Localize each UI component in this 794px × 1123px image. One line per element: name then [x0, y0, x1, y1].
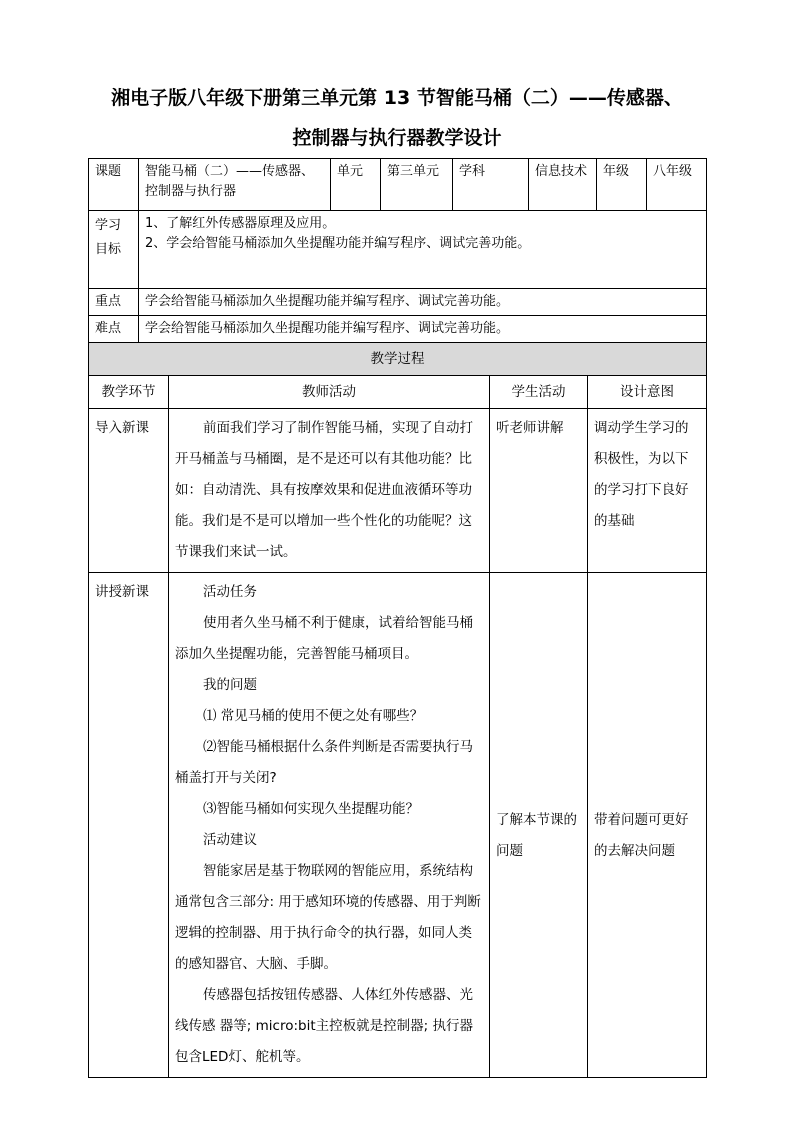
task-text: 使用者久坐马桶不利于健康，试着给智能马桶添加久坐提醒功能，完善智能马桶项目。 [175, 615, 473, 662]
task-title: 活动任务 [203, 584, 257, 600]
header-teacher: 教师活动 [169, 376, 490, 409]
subject-value: 信息技术 [529, 159, 597, 211]
lecture-stage: 讲授新课 [89, 573, 169, 1078]
unit-label: 单元 [331, 159, 381, 211]
lecture-intent [588, 573, 707, 1078]
unit-value: 第三单元 [381, 159, 453, 211]
spacer [496, 577, 581, 805]
grade-label: 年级 [597, 159, 647, 211]
intro-teacher [169, 409, 490, 573]
teaching-process-table [88, 342, 707, 1078]
advice-text-1: 智能家居是基于物联网的智能应用，系统结构通常包含三部分: 用于感知环境的传感器、用于判断逻辑的控制器、用于执行命令的执行器，如同人类的感知器官、大脑、手脚。 [175, 863, 481, 972]
goals-label [89, 211, 139, 289]
goals-label-text: 学习目标 [95, 218, 122, 257]
lecture-student [490, 573, 588, 1078]
key-value: 学会给智能马桶添加久坐提醒功能并编写程序、调试完善功能。 [139, 289, 707, 316]
document-title-line-2: 控制器与执行器教学设计 [292, 127, 502, 149]
section-title: 教学过程 [89, 343, 707, 376]
difficult-label: 难点 [89, 316, 139, 343]
goal-item-2: 2、学会给智能马桶添加久坐提醒功能并编写程序、调试完善功能。 [145, 236, 531, 251]
question-2: ⑵智能马桶根据什么条件判断是否需要执行马桶盖打开与关闭? [175, 739, 473, 786]
goals-cell [139, 211, 707, 289]
difficult-value: 学会给智能马桶添加久坐提醒功能并编写程序、调试完善功能。 [139, 316, 707, 343]
question-1: ⑴ 常见马桶的使用不便之处有哪些？ [203, 708, 424, 724]
topic-label: 课题 [89, 159, 139, 211]
lesson-info-table [88, 158, 707, 343]
advice-title: 活动建议 [203, 832, 257, 848]
header-intent: 设计意图 [588, 376, 707, 409]
intro-teacher-text: 前面我们学习了制作智能马桶，实现了自动打开马桶盖与马桶圈，是不是还可以有其他功能？比如：自动清洗、具有按摩效果和促进血液循环等功能。我们是不是可以增加一些个性化的功能呢？这节课我们来试一试。 [175, 420, 473, 560]
subject-label: 学科 [453, 159, 529, 211]
questions-title: 我的问题 [203, 677, 257, 693]
intro-stage: 导入新课 [89, 409, 169, 573]
document-title-line-1: 湘电子版八年级下册第三单元第 13 节智能马桶（二）——传感器、 [111, 87, 683, 109]
intro-student: 听老师讲解 [490, 409, 588, 573]
header-student: 学生活动 [490, 376, 588, 409]
grade-value: 八年级 [647, 159, 707, 211]
intro-intent: 调动学生学习的积极性，为以下的学习打下良好的基础 [588, 409, 707, 573]
topic-value: 智能马桶（二）——传感器、控制器与执行器 [139, 159, 331, 211]
key-label: 重点 [89, 289, 139, 316]
goal-item-1: 1、了解红外传感器原理及应用。 [145, 216, 336, 231]
lecture-student-text: 了解本节课的问题 [496, 812, 577, 859]
header-stage: 教学环节 [89, 376, 169, 409]
question-3: ⑶智能马桶如何实现久坐提醒功能？ [203, 801, 419, 817]
advice-text-2: 传感器包括按钮传感器、人体红外传感器、光线传感 器等; micro:bit主控板就是控制器; 执行器包含LED灯、舵机等。 [175, 987, 473, 1065]
lecture-intent-text: 带着问题可更好的去解决问题 [594, 812, 689, 859]
lecture-teacher [169, 573, 490, 1078]
spacer [594, 577, 700, 805]
